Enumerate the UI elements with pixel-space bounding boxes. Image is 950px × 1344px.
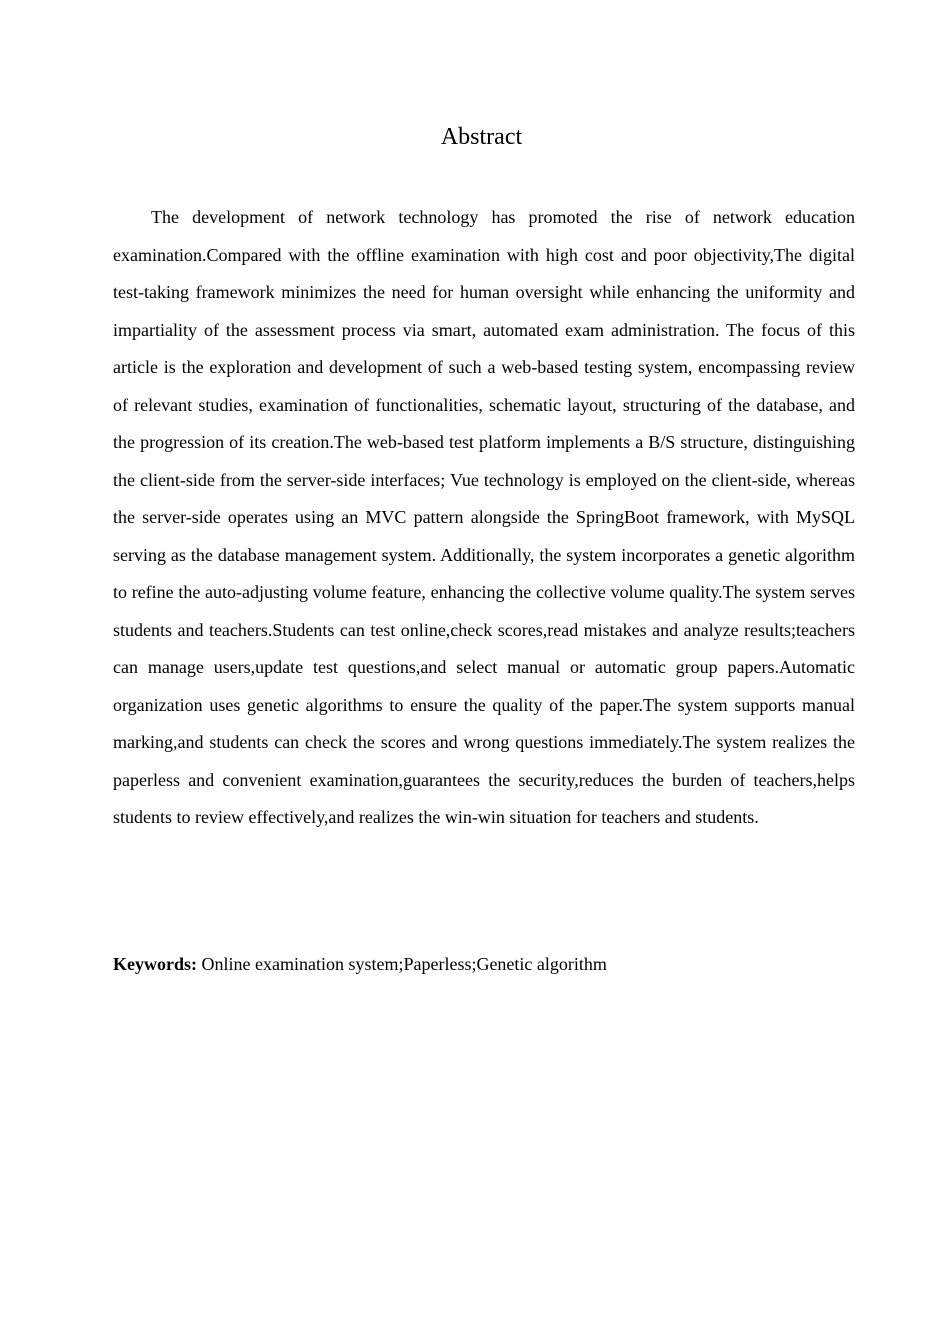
keywords-line bbox=[113, 950, 855, 978]
abstract-body: The development of network technology has promoted the rise of network education examination.Compared with the offline examination with high cost and poor objectivity,The digital test-taking framework minimizes the need for human oversight while enhancing the uniformity and impartiality of the assessment process via smart, automated exam administration. The focus of this article is the exploration and development of such a web-based testing system, encompassing review of relevant studies, examination of functionalities, schematic layout, structuring of the database, and the progression of its creation.The web-based test platform implements a B/S structure, distinguishing the client-side from the server-side interfaces; Vue technology is employed on the client-side, whereas the server-side operates using an MVC pattern alongside the SpringBoot framework, with MySQL serving as the database management system. Additionally, the system incorporates a genetic algorithm to refine the auto-adjusting volume feature, enhancing the collective volume quality.The system serves students and teachers.Students can test online,check scores,read mistakes and analyze results;teachers can manage users,update test questions,and select manual or automatic group papers.Automatic organization uses genetic algorithms to ensure the quality of the paper.The system supports manual marking,and students can check the scores and wrong questions immediately.The system realizes the paperless and convenient examination,guarantees the security,reduces the burden of teachers,helps students to review effectively,and realizes the win-win situation for teachers and students. bbox=[113, 207, 855, 827]
keywords-label: Keywords: bbox=[113, 954, 197, 974]
keywords-value: Online examination system;Paperless;Genetic algorithm bbox=[197, 954, 607, 974]
abstract-title: Abstract bbox=[440, 124, 523, 150]
